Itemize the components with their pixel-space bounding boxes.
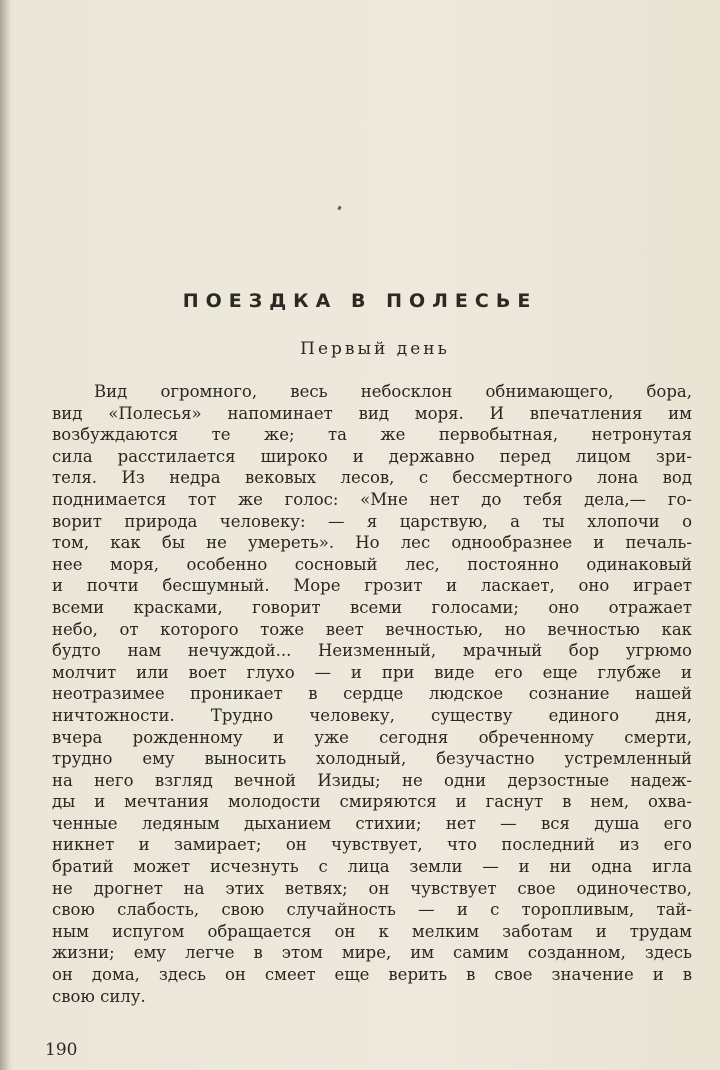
- text-line: ченные ледяным дыханием стихии; нет — вся душа его: [52, 813, 692, 833]
- text-line: вид «Полесья» напоминает вид моря. И впечатления им: [52, 403, 692, 423]
- text-line: ды и мечтания молодости смиряются и гаснут в нем, охва-: [52, 792, 692, 812]
- text-line: братий может исчезнуть с лица земли — и ни одна игла: [52, 857, 692, 877]
- text-line: не дрогнет на этих ветвях; он чувствует свое одиночество,: [52, 878, 692, 898]
- text-line: свою силу.: [52, 986, 146, 1006]
- text-line: будто нам нечуждой... Неизменный, мрачный бор угрюмо: [52, 641, 692, 661]
- spine-shadow: [0, 0, 10, 1070]
- text-line: сила расстилается широко и державно перед лицом зри-: [52, 446, 692, 466]
- body-paragraph: [52, 381, 692, 1007]
- text-line: жизни; ему легче в этом мире, им самим созданном, здесь: [52, 943, 692, 963]
- text-line: поднимается тот же голос: «Мне нет до тебя дела,— го-: [52, 489, 692, 509]
- text-line: возбуждаются те же; та же первобытная, нетронутая: [52, 425, 692, 445]
- text-line: Вид огромного, весь небосклон обнимающего, бора,: [94, 382, 692, 401]
- section-subtitle: Первый день: [300, 339, 450, 359]
- text-line: ворит природа человеку: — я царствую, а ты хлопочи о: [52, 511, 692, 531]
- text-line: трудно ему выносить холодный, безучастно устремленный: [52, 749, 692, 769]
- text-line: теля. Из недра вековых лесов, с бессмертного лона вод: [52, 468, 692, 488]
- text-line: ным испугом обращается он к мелким заботам и трудам: [52, 921, 692, 941]
- text-line: небо, от которого тоже веет вечностью, но вечностью как: [52, 619, 692, 639]
- text-line: том, как бы не умереть». Но лес однообразнее и печаль-: [52, 533, 692, 553]
- text-line: он дома, здесь он смеет еще верить в свое значение и в: [52, 965, 692, 985]
- text-line: неотразимее проникает в сердце людское сознание нашей: [52, 684, 692, 704]
- text-line: ничтожности. Трудно человеку, существу единого дня,: [52, 705, 692, 725]
- text-line: свою слабость, свою случайность — и с торопливым, тай-: [52, 900, 692, 920]
- text-line: и почти бесшумный. Море грозит и ласкает, оно играет: [52, 576, 692, 596]
- chapter-title: ПОЕЗДКА В ПОЛЕСЬЕ: [182, 290, 538, 312]
- text-line: на него взгляд вечной Изиды; не одни дерзостные надеж-: [52, 770, 692, 790]
- text-line: нее моря, особенно сосновый лес, постоянно одинаковый: [52, 554, 692, 574]
- text-line: молчит или воет глухо — и при виде его еще глубже и: [52, 662, 692, 682]
- page-number: 190: [45, 1040, 78, 1060]
- text-line: никнет и замирает; он чувствует, что последний из его: [52, 835, 692, 855]
- print-speck: [337, 206, 342, 211]
- text-line: вчера рожденному и уже сегодня обреченному смерти,: [52, 727, 692, 747]
- text-line: всеми красками, говорит всеми голосами; оно отражает: [52, 597, 692, 617]
